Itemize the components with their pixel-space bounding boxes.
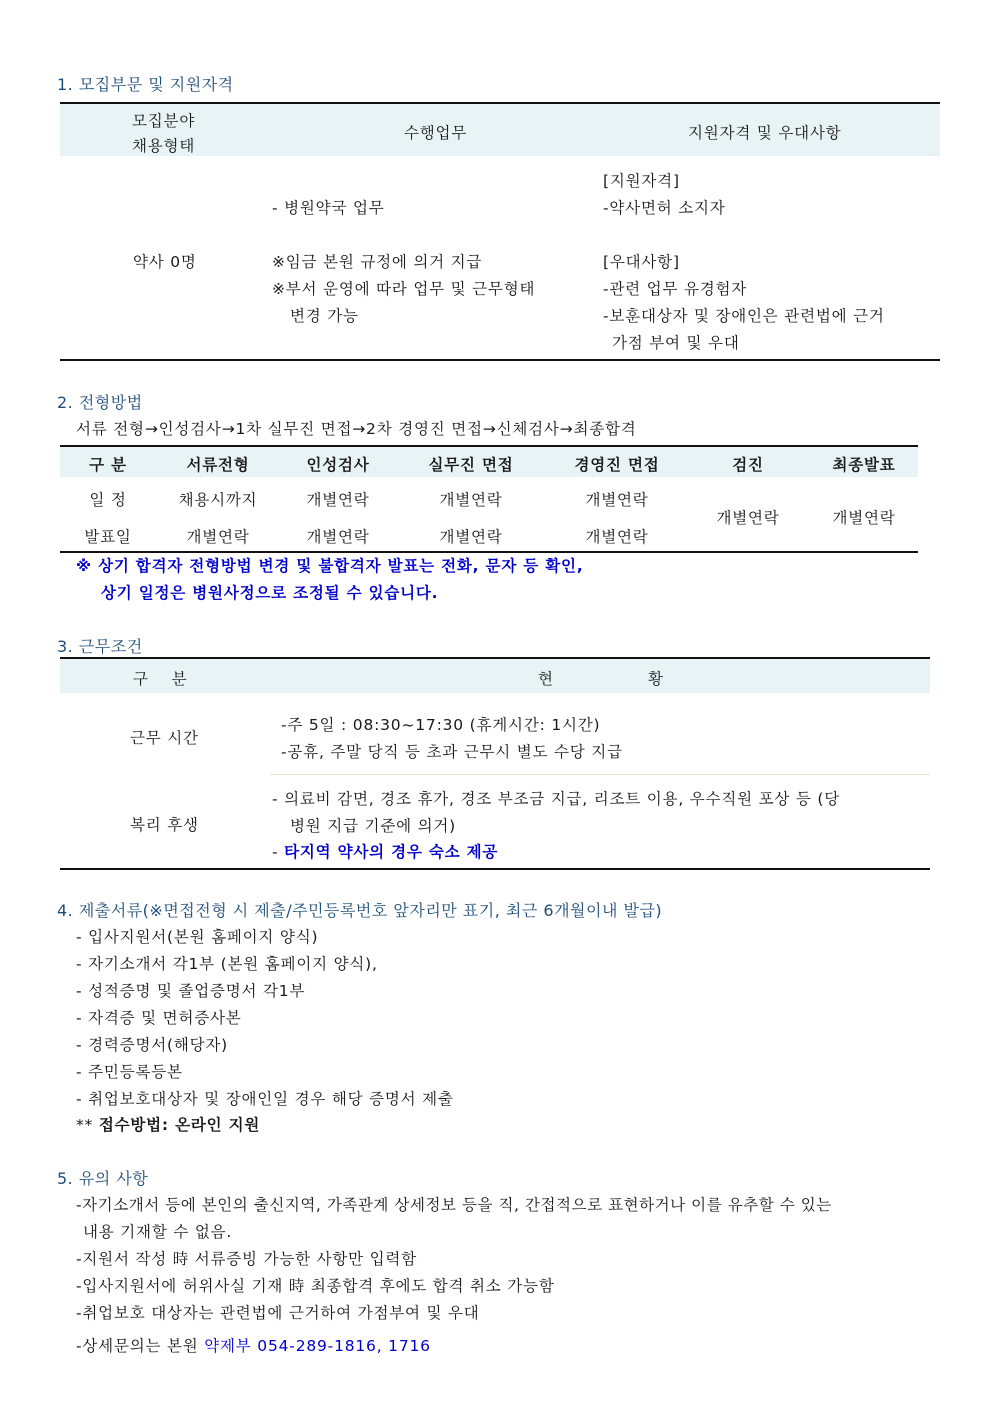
- section-5-heading: 5. 유의 사항: [57, 1169, 149, 1188]
- notice-4: -취업보호 대상자는 관련법에 근거하여 가점부여 및 우대: [76, 1304, 480, 1322]
- th-final: 최종발표: [832, 456, 896, 474]
- doc-item-7: - 취업보호대상자 및 장애인일 경우 해당 증명서 제출: [76, 1090, 454, 1108]
- row-schedule-document: 채용시까지: [178, 491, 258, 509]
- work-hours-line-1: -주 5일 : 08:30~17:30 (휴게시간: 1시간): [281, 716, 601, 734]
- doc-item-5: - 경력증명서(해당자): [76, 1036, 228, 1054]
- position-label: 약사 0명: [133, 253, 197, 271]
- table-3-bottom-rule: [60, 868, 930, 870]
- qual-line-1: -약사면허 소지자: [603, 199, 726, 217]
- benefits-line-3-dash: -: [272, 843, 285, 861]
- duty-line-1: - 병원약국 업무: [272, 199, 385, 217]
- table-3-header-bg: [60, 659, 930, 693]
- row-announce-document: 개별연락: [186, 528, 250, 546]
- section-4-heading: 4. 제출서류(※면접전형 시 제출/주민등록번호 앞자리만 표기, 최근 6개월이내 발급): [57, 901, 663, 920]
- th-condition-category: 구 분: [133, 670, 188, 688]
- section-3-heading: 3. 근무조건: [57, 637, 143, 656]
- row-announce-label: 발표일: [84, 528, 132, 546]
- row-schedule-label: 일 정: [89, 491, 127, 509]
- apply-prefix: **: [76, 1116, 99, 1134]
- table-1-bottom-rule: [60, 359, 940, 361]
- table-2-bottom-rule: [60, 551, 918, 553]
- notice-3: -입사지원서에 허위사실 기재 時 최종합격 후에도 합격 취소 가능함: [76, 1277, 555, 1295]
- doc-item-6: - 주민등록등본: [76, 1063, 183, 1081]
- row-schedule-staff: 개별연락: [439, 491, 503, 509]
- doc-item-3: - 성적증명 및 졸업증명서 각1부: [76, 982, 306, 1000]
- row-announce-exec: 개별연락: [585, 528, 649, 546]
- notice-1-line-1: -자기소개서 등에 본인의 출신지역, 가족관계 상세정보 등을 직, 간접적으로 표현하거나 이를 유추할 수 있는: [76, 1196, 832, 1214]
- duty-line-3: ※부서 운영에 따라 업무 및 근무형태: [272, 280, 536, 298]
- row-schedule-exec: 개별연락: [585, 491, 649, 509]
- section-2-heading: 2. 전형방법: [57, 393, 143, 412]
- row-announce-staff: 개별연락: [439, 528, 503, 546]
- th-field-2: 채용형태: [132, 137, 196, 155]
- work-hours-label: 근무 시간: [130, 729, 199, 747]
- benefits-housing: 타지역 약사의 경우 숙소 제공: [284, 843, 499, 861]
- pref-line-3: 가점 부여 및 우대: [612, 334, 740, 352]
- th-category: 구 분: [89, 456, 127, 474]
- th-checkup: 검진: [732, 456, 764, 474]
- row-announce-personality: 개별연락: [306, 528, 370, 546]
- apply-text: 접수방법: 온라인 지원: [98, 1116, 261, 1134]
- th-duty: 수행업무: [404, 124, 468, 142]
- th-exec-interview: 경영진 면접: [574, 456, 660, 474]
- duty-line-2: ※임금 본원 규정에 의거 지급: [272, 253, 483, 271]
- pref-line-1: -관련 업무 유경험자: [603, 280, 748, 298]
- doc-item-2: - 자기소개서 각1부 (본원 홈페이지 양식),: [76, 955, 378, 973]
- selection-note-2: 상기 일정은 병원사정으로 조정될 수 있습니다.: [101, 584, 439, 602]
- doc-item-1: - 입사지원서(본원 홈페이지 양식): [76, 928, 319, 946]
- row-schedule-personality: 개별연락: [306, 491, 370, 509]
- th-status-1: 현: [538, 670, 554, 688]
- notice-2: -지원서 작성 時 서류증빙 가능한 사항만 입력함: [76, 1250, 417, 1268]
- th-staff-interview: 실무진 면접: [428, 456, 514, 474]
- merged-checkup: 개별연락: [716, 509, 780, 527]
- contact-prefix: -상세문의는 본원: [76, 1337, 205, 1355]
- th-personality: 인성검사: [306, 456, 370, 474]
- th-document: 서류전형: [186, 456, 250, 474]
- contact-line: [76, 1334, 431, 1356]
- duty-line-4: 변경 가능: [290, 307, 359, 325]
- benefits-line-3: [272, 840, 498, 862]
- section-1-heading: 1. 모집부문 및 지원자격: [57, 75, 234, 94]
- doc-item-4: - 자격증 및 면허증사본: [76, 1009, 242, 1027]
- pref-line-2: -보훈대상자 및 장애인은 관련법에 근거: [603, 307, 885, 325]
- selection-flow: 서류 전형→인성검사→1차 실무진 면접→2차 경영진 면접→신체검사→최종합격: [76, 420, 637, 438]
- apply-method: [76, 1113, 260, 1135]
- benefits-label: 복리 후생: [130, 816, 199, 834]
- selection-note-1: ※ 상기 합격자 전형방법 변경 및 불합격자 발표는 전화, 문자 등 확인,: [76, 557, 584, 575]
- benefits-line-1: - 의료비 감면, 경조 휴가, 경조 부조금 지급, 리조트 이용, 우수직원 포상 등 (당: [272, 790, 841, 808]
- benefits-line-2: 병원 지급 기준에 의거): [290, 817, 456, 835]
- th-qualification: 지원자격 및 우대사항: [688, 124, 842, 142]
- table-3-row-divider: [270, 774, 930, 775]
- contact-phone: 약제부 054-289-1816, 1716: [204, 1337, 431, 1355]
- th-status-2: 황: [648, 670, 664, 688]
- merged-final: 개별연락: [832, 509, 896, 527]
- qual-title: [지원자격]: [603, 172, 680, 190]
- pref-title: [우대사항]: [603, 253, 680, 271]
- th-field-1: 모집분야: [132, 112, 196, 130]
- notice-1-line-2: 내용 기재할 수 없음.: [83, 1223, 233, 1241]
- work-hours-line-2: -공휴, 주말 당직 등 초과 근무시 별도 수당 지급: [281, 743, 623, 761]
